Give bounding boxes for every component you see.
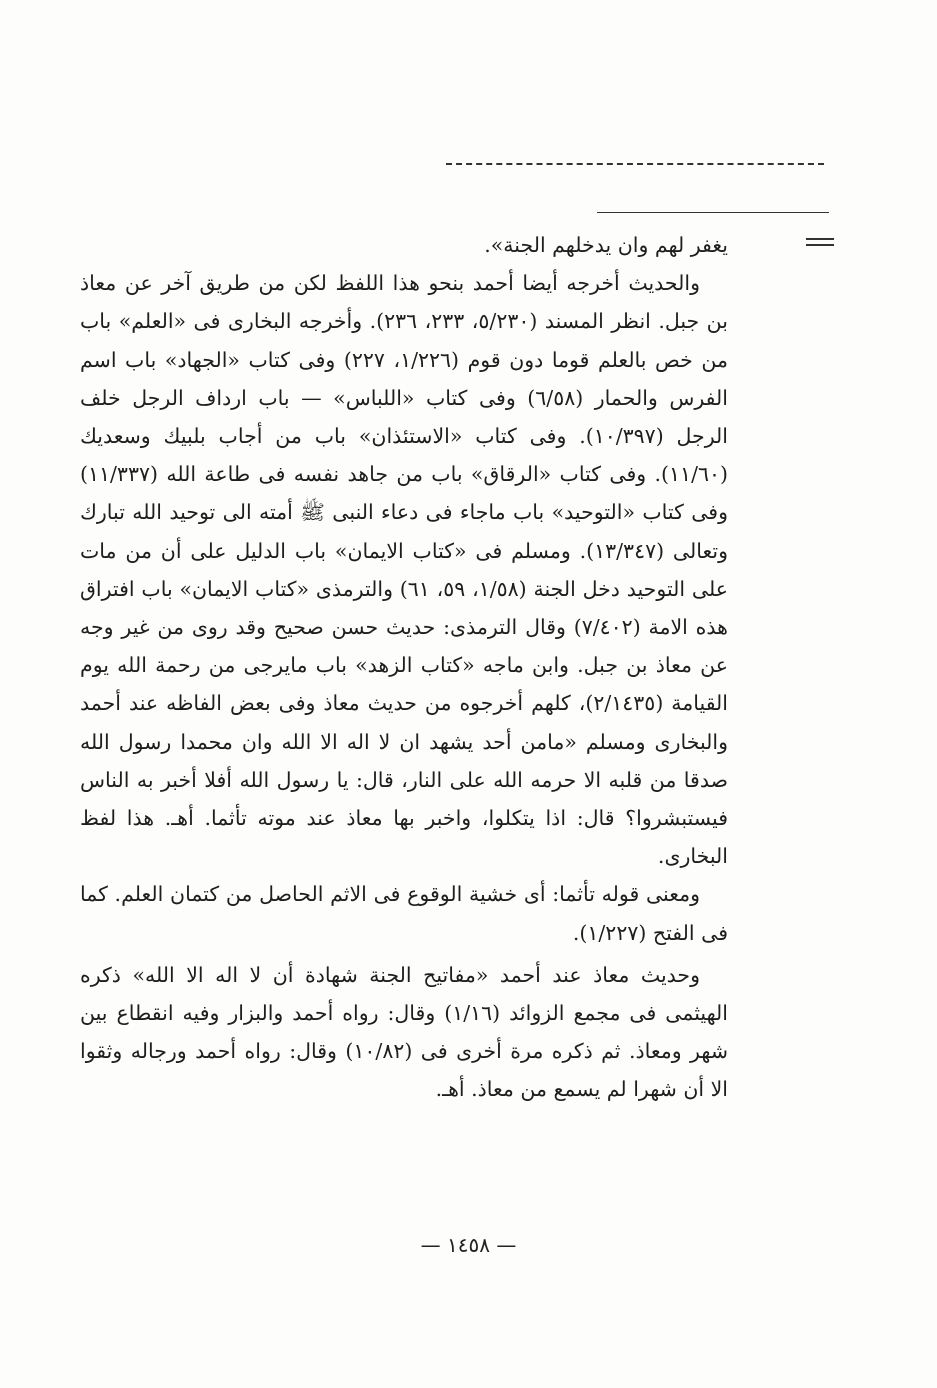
- paragraph-3: ومعنى قوله تأثما: أى خشية الوقوع فى الاثم الحاصل من كتمان العلم. كما فى الفتح (١/٢٢٧).: [80, 882, 728, 945]
- footnote-text: [80, 226, 728, 1109]
- dashed-separator: [446, 163, 824, 165]
- paragraph-4: وحديث معاذ عند أحمد «مفاتيح الجنة شهادة أن لا اله الا الله» ذكره الهيثمى فى مجمع الزوائد (١/١٦) وقال: رواه أحمد والبزار وفيه انقطاع بين شهر ومعاذ. ثم ذكره مرة أخرى فى (١٠/٨٢) وقال: رواه أحمد ورجاله وثقوا الا أن شهرا لم يسمع من معاذ. أهـ.: [80, 962, 728, 1102]
- paragraph-2: والحديث أخرجه أيضا أحمد بنحو هذا اللفظ لكن من طريق آخر عن معاذ بن جبل. انظر المسند (٥/٢٣٠، ٢٣٣، ٢٣٦). وأخرجه البخارى فى «العلم» باب من خص بالعلم قوما دون قوم (١/٢٢٦، ٢٢٧) وفى كتاب «الجهاد» باب اسم الفرس والحمار (٦/٥٨) وفى كتاب «اللباس» — باب ارداف الرجل خلف الرجل (١٠/٣٩٧). وفى كتاب «الاستئذان» باب من أجاب بلبيك وسعديك (١١/٦٠). وفى كتاب «الرقاق» باب من جاهد نفسه فى طاعة الله (١١/٣٣٧) وفى كتاب «التوحيد» باب ماجاء فى دعاء النبى ﷺ أمته الى توحيد الله تبارك وتعالى (١٣/٣٤٧). ومسلم فى «كتاب الايمان» باب الدليل على أن من مات على التوحيد دخل الجنة (١/٥٨، ٥٩، ٦١) والترمذى «كتاب الايمان» باب افتراق هذه الامة (٧/٤٠٢) وقال الترمذى: حديث حسن صحيح وقد روى من غير وجه عن معاذ بن جبل. وابن ماجه «كتاب الزهد» باب مايرجى من رحمة الله يوم القيامة (٢/١٤٣٥)، كلهم أخرجوه من حديث معاذ وفى بعض الفاظه عند أحمد والبخارى ومسلم «مامن أحد يشهد ان لا اله الا الله وان محمدا رسول الله صدقا من قلبه الا حرمه الله على النار، قال: يا رسول الله أفلا أخبر به الناس فيستبشروا؟ قال: اذا يتكلوا، واخبر بها معاذ عند موته تأثما. أهـ. هذا لفظ البخارى.: [80, 271, 729, 869]
- page-number: — ١٤٥٨ —: [420, 1233, 517, 1257]
- continuation-mark: [806, 238, 834, 246]
- paragraph-1: يغفر لهم وان يدخلهم الجنة».: [484, 233, 728, 257]
- footnote-rule: [597, 212, 829, 213]
